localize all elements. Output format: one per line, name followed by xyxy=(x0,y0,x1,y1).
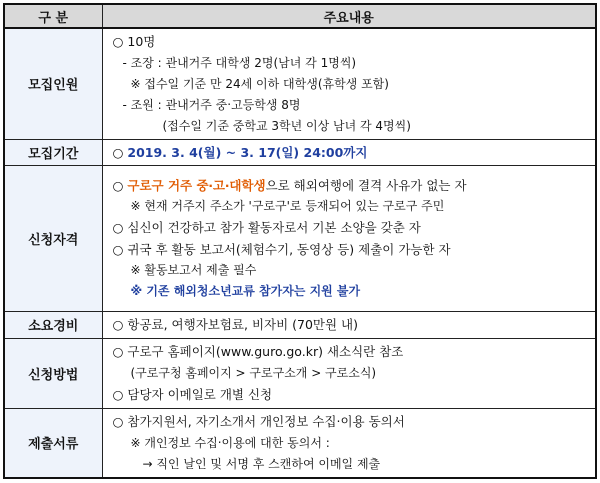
row-content-method xyxy=(102,338,596,408)
docs-list: ○ 참가지원서, 자기소개서 개인정보 수집‧이용 동의서 xyxy=(112,414,405,429)
table-header-row xyxy=(4,4,596,28)
recruit-leader: - 조장 : 관내거주 대학생 2명(남녀 각 1명씩) xyxy=(122,55,357,70)
docs-submit-instruction: → 직인 날인 및 서명 후 스캔하여 이메일 제출 xyxy=(142,456,381,471)
recruit-member-note: (접수일 기준 중학교 3학년 이상 남녀 각 4명씩) xyxy=(162,118,411,133)
row-label-qualify: 신청자격 xyxy=(4,166,102,312)
row-label-period: 모집기간 xyxy=(4,139,102,166)
row-content-docs xyxy=(102,408,596,478)
row-content-qualify xyxy=(102,166,596,312)
qualify-residence-note: ※ 현재 거주지 주소가 '구로구'로 등재되어 있는 구로구 주민 xyxy=(130,199,445,214)
period-bullet: ○ xyxy=(112,144,128,160)
recruit-leader-note: ※ 접수일 기준 만 24세 이하 대학생(휴학생 포함) xyxy=(130,76,389,91)
method-email: ○ 담당자 이메일로 개별 신청 xyxy=(112,386,273,402)
row-content-period xyxy=(102,139,596,166)
row-label-method: 신청방법 xyxy=(4,338,102,408)
qualify-rest: 으로 해외여행에 결격 사유가 없는 자 xyxy=(265,177,467,193)
qualify-report: ○ 귀국 후 활동 보고서(체험수기, 동영상 등) 제출이 가능한 자 xyxy=(112,241,451,257)
qualify-highlight: 구로구 거주 중‧고‧대학생 xyxy=(127,177,266,193)
cost-text: ○ 항공료, 여행자보험료, 비자비 (70만원 내) xyxy=(112,317,359,332)
row-docs xyxy=(4,408,596,478)
qualify-health: ○ 심신이 건강하고 참가 활동자로서 기본 소양을 갖춘 자 xyxy=(112,220,421,236)
header-main-content: 주요내용 xyxy=(102,4,596,28)
qualify-bullet: ○ xyxy=(112,177,128,193)
row-label-docs: 제출서류 xyxy=(4,408,102,478)
row-qualify xyxy=(4,166,596,312)
row-cost xyxy=(4,312,596,339)
recruit-member: - 조원 : 관내거주 중‧고등학생 8명 xyxy=(122,97,301,112)
docs-consent-note: ※ 개인정보 수집‧이용에 대한 동의서 : xyxy=(130,435,330,450)
row-label-cost: 소요경비 xyxy=(4,312,102,339)
row-content-recruit xyxy=(102,28,596,139)
method-path: (구로구청 홈페이지 > 구로구소개 > 구로소식) xyxy=(130,365,377,380)
recruitment-info-table xyxy=(3,3,597,479)
row-period xyxy=(4,139,596,166)
qualify-report-note: ※ 활동보고서 제출 필수 xyxy=(130,263,257,278)
row-content-cost xyxy=(102,312,596,339)
qualify-exclusion-note: ※ 기존 해외청소년교류 참가자는 지원 불가 xyxy=(130,284,361,299)
row-label-recruit: 모집인원 xyxy=(4,28,102,139)
recruit-total: ○ 10명 xyxy=(112,34,156,49)
row-recruit xyxy=(4,28,596,139)
period-dates: 2019. 3. 4(월) ~ 3. 17(일) 24:00까지 xyxy=(127,144,368,160)
method-homepage: ○ 구로구 홈페이지(www.guro.go.kr) 새소식란 참조 xyxy=(112,344,404,359)
header-category: 구 분 xyxy=(4,4,102,28)
row-method xyxy=(4,338,596,408)
